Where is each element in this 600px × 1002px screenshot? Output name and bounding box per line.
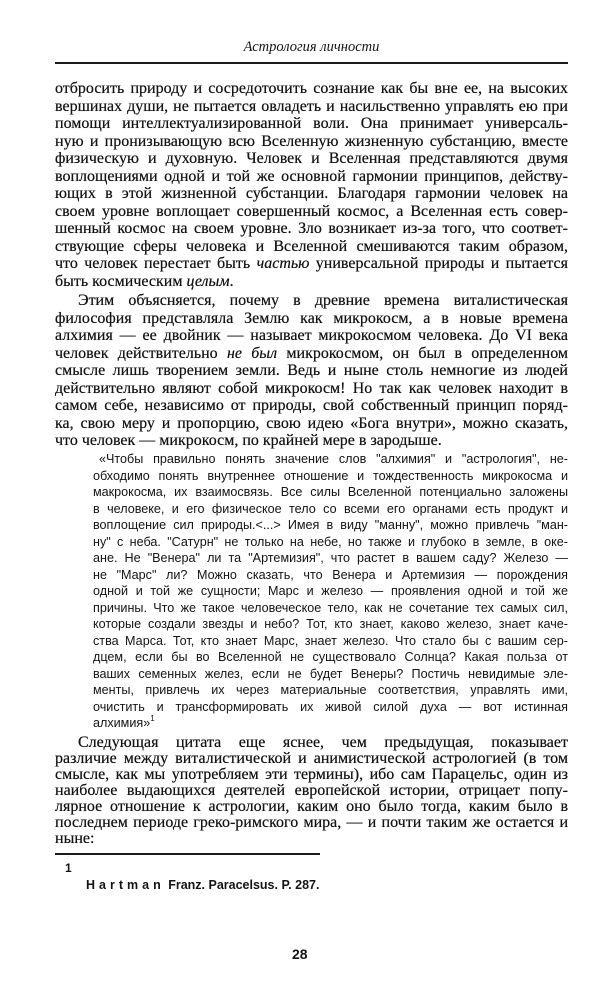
text-line: ствующие сферы человека и Вселенной смешиваются таким образом, bbox=[55, 237, 568, 255]
text-line: воплощениями одной и той же основной гармонии принципов, действу- bbox=[55, 167, 568, 185]
text-line: ныне: bbox=[55, 830, 95, 847]
footnote-number: 1 bbox=[65, 861, 72, 875]
text-line bbox=[55, 345, 568, 362]
text-line: Этим объясняется, почему в древние времена виталистическая bbox=[78, 292, 568, 309]
text-line: лярное отношение к астрологии, каким оно было тогда, каким было в bbox=[55, 798, 568, 815]
text-line: наиболее выдающихся деятелей европейской истории, отрицает попу- bbox=[55, 782, 568, 799]
text-line: ную и пронизывающую всю Вселенную жизненную субстанцию, вместе bbox=[55, 132, 568, 150]
quote-line: в человеке, и его физическое тело со всеми его органами есть продукт и bbox=[93, 501, 568, 516]
text-line: шенный космос на своем уровне. Зло возникает из-за того, что соответ- bbox=[55, 220, 568, 237]
text-line: алхимия — ее двойник — называет микрокосмом человека. До VI века bbox=[55, 327, 568, 344]
footnote-source: Franz. Paracelsus. P. 287. bbox=[168, 878, 320, 892]
text-line: отбросить природу и сосредоточить сознание как бы вне ее, на высоких bbox=[55, 80, 568, 97]
text-line: помощи интеллектуализированной воли. Она принимает универсаль- bbox=[55, 115, 568, 132]
italic-emphasis: частью bbox=[256, 255, 310, 272]
text-line: самом себе, независимо от природы, свой собственный принцип поряд- bbox=[55, 397, 568, 414]
italic-emphasis: не был bbox=[226, 344, 278, 362]
text-line: философия представляла Землю как микрокосм, а в новые времена bbox=[55, 309, 568, 327]
text-line: своем уровне воплощает совершенный космос, а Вселенная есть совер- bbox=[55, 202, 568, 220]
text-line bbox=[55, 255, 568, 272]
quote-line: очистить и трансформировать их живой силой духа — вот истинная bbox=[93, 699, 568, 714]
quote-line bbox=[93, 716, 568, 731]
text-line: вершинах души, не пытается овладеть и насильственно управлять ею при bbox=[55, 97, 568, 115]
text-segment: универсальной природы и пытается bbox=[309, 255, 568, 272]
text-line: что человек — микрокосм, по крайней мере в зародыше. bbox=[55, 432, 442, 449]
footnote-reference: 1 bbox=[150, 714, 155, 723]
running-header: Астрология личности bbox=[243, 39, 380, 55]
quote-line: не "Марс" ли? Можно сказать, что Венера и Артемизия — порождения bbox=[93, 567, 568, 582]
text-segment: микрокосмом, он был в определенном bbox=[277, 344, 569, 362]
text-line: последнем периоде греко-римского мира, — и почти таким же остается и bbox=[55, 814, 568, 831]
quote-line: воплощение сил природы.<...> Имея в виду "манну", можно привлечь "ман- bbox=[93, 518, 568, 532]
quote-line: макрокосма, их взаимосвязь. Все силы Вселенной потенциально заложены bbox=[93, 485, 568, 499]
text-line: ка, свою меру и пропорцию, свою идею «Бога внутри», можно сказать, bbox=[55, 414, 568, 432]
quote-line: ства Марса. Тот, кто знает Марс, знает железо. Что стало бы с вашим сер- bbox=[93, 633, 568, 648]
text-segment: алхимия» bbox=[93, 716, 151, 730]
text-line: ющих в этой жизненной субстанции. Благодаря гармонии человек на bbox=[55, 185, 568, 202]
text-segment: человек действительно bbox=[55, 344, 227, 362]
quote-line: ане. Не "Венера" ли та "Артемизия", что растет в вашем саду? Железо — bbox=[93, 551, 568, 565]
quote-line: дцем, если бы во Вселенной не существовало Солнца? Какая польза от bbox=[93, 650, 568, 664]
text-line: различие между виталистической и анимистической астрологией (в том bbox=[55, 750, 568, 767]
quote-line: причины. Что же такое человеческое тело, как не сочетание тех самых сил, bbox=[93, 600, 568, 615]
quote-line: менты, привлечь их через материальные соответствия, управлять ими, bbox=[93, 683, 568, 697]
text-line: действительно являют собой микрокосм! Но так как человек находит в bbox=[55, 379, 568, 397]
quote-line: одной и той же сущности; Марс и железо — проявления одной и той же bbox=[93, 584, 568, 598]
quote-line: ну" с неба. "Сатурн" не только на небе, но также и глубоко в земле, в оке- bbox=[93, 534, 568, 549]
quote-line: «Чтобы правильно понять значение слов "алхимия" и "астрология", не- bbox=[99, 452, 568, 466]
text-segment: что человек перестает быть bbox=[55, 255, 257, 272]
header-rule bbox=[55, 62, 568, 64]
italic-emphasis: целым bbox=[186, 272, 230, 290]
footnote-text bbox=[86, 878, 319, 893]
text-line: физическую и духовную. Человек и Вселенная представляются двумя bbox=[55, 150, 568, 167]
footnote-author: Hartman bbox=[86, 878, 165, 892]
quote-line: обходимо понять внутреннее отношение и тождественность микрокосма и bbox=[93, 468, 568, 483]
text-segment: быть космическим bbox=[55, 272, 187, 290]
quote-line: ваших семенных желез, если не будет Венеры? Постичь невидимые эле- bbox=[93, 666, 568, 681]
text-line: смысле лишь творением земли. Ведь и ныне столь немногие из людей bbox=[55, 362, 568, 379]
page-number: 28 bbox=[292, 946, 308, 962]
text-line: смысле, как мы употребляем эти термины), ибо сам Парацельс, один из bbox=[55, 766, 568, 783]
quote-line: которые создали звезды и небо? Тот, кто знает, каково железо, знает каче- bbox=[93, 617, 568, 631]
text-line: Следующая цитата еще яснее, чем предыдущая, показывает bbox=[78, 734, 568, 751]
text-segment: . bbox=[229, 272, 234, 290]
footnote-rule bbox=[55, 853, 320, 855]
text-line bbox=[55, 273, 568, 290]
